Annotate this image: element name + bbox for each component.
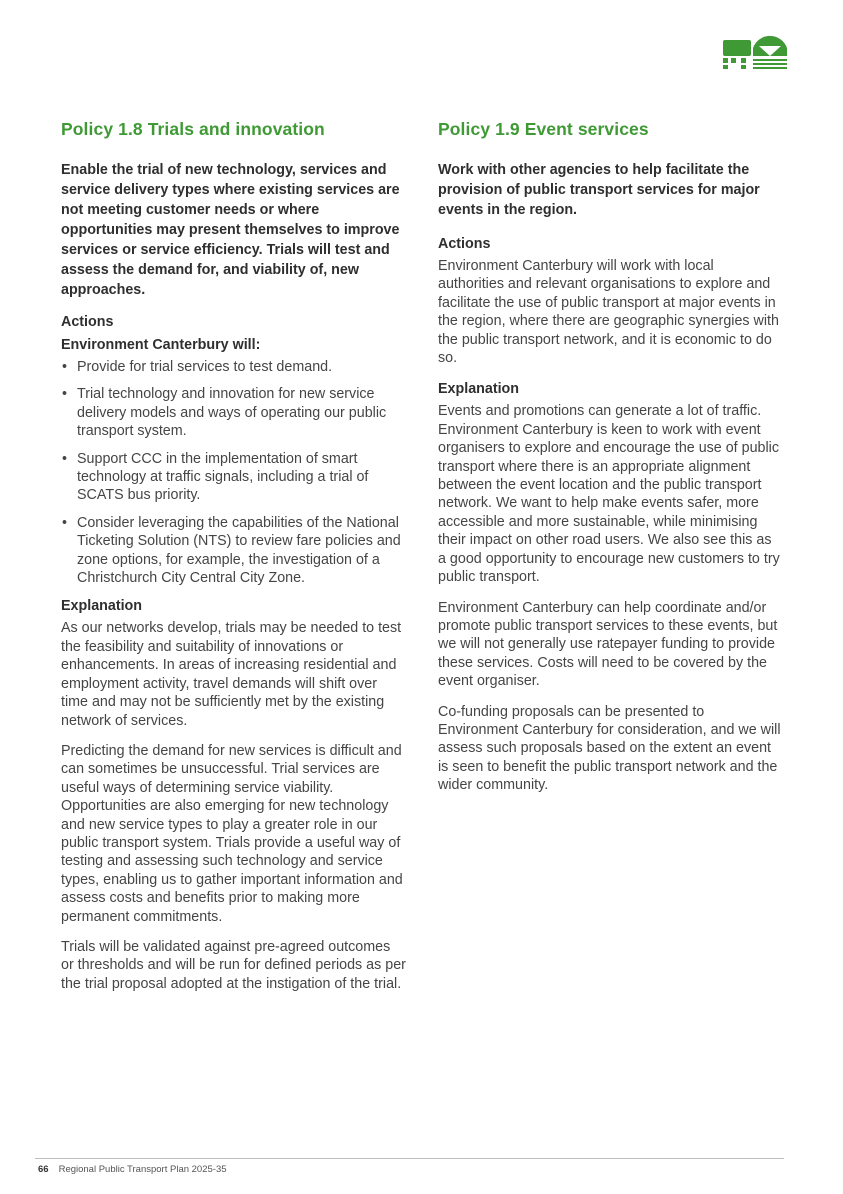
policy-1-9-paragraph: Environment Canterbury can help coordinate and/or promote public transport services to these events, but we will not generally use ratepayer funding to provide these services. Costs will need to be covered by the event organiser.	[438, 599, 778, 690]
policy-1-8-lead: Enable the trial of new technology, services and service delivery types where existing services are not meeting customer needs or where opportunities may present themselves to improve services or service efficiency. Trials will test and assess the demand for, and viability of, new approaches.	[61, 162, 400, 298]
document-title: Regional Public Transport Plan 2025-35	[58, 1164, 227, 1175]
list-item: • Provide for trial services to test demand.	[62, 359, 333, 375]
list-item: • Consider leveraging the capabilities of the National Ticketing Solution (NTS) to review fare policies and zone options, for example, the investigation of a Christchurch City Central City Zone.	[62, 514, 401, 587]
left-column	[61, 118, 406, 1005]
page-number: 66	[38, 1164, 49, 1175]
bullet-icon: •	[62, 359, 68, 375]
policy-1-8-actions-heading: Actions	[61, 314, 114, 330]
right-column	[438, 118, 783, 807]
policy-1-8-paragraph: As our networks develop, trials may be needed to test the feasibility and suitability of innovations or enhancements. In areas of increasing residential and employment activity, travel demands will shift over time and may not be sufficiently met by the existing network of services.	[61, 620, 402, 729]
page-footer	[38, 1164, 227, 1175]
list-item: • Trial technology and innovation for new service delivery models and ways of operating our public transport system.	[62, 386, 387, 440]
policy-1-9-lead: Work with other agencies to help facilitate the provision of public transport services for major events in the region.	[438, 162, 760, 218]
bus-stop-logo-icon	[721, 26, 789, 70]
policy-1-8-actions-intro: Environment Canterbury will:	[61, 337, 261, 353]
policy-1-9-heading: Policy 1.9 Event services	[438, 119, 649, 139]
bullet-icon: •	[62, 386, 68, 403]
policy-1-8-actions-list	[61, 358, 406, 587]
footer-divider	[35, 1158, 784, 1159]
policy-1-8-paragraph: Predicting the demand for new services is difficult and can sometimes be unsuccessful. Trial services are useful ways of determining service viability. Opportunities are also emerging for new technology and new service types to play a greater role in our public transport system. Trials provide a useful way of testing and assessing such technology and service types, enabling us to gather important information and assess costs and benefits prior to making more permanent commitments.	[61, 742, 403, 925]
bullet-icon: •	[62, 450, 68, 467]
policy-1-8-paragraph: Trials will be validated against pre-agreed outcomes or thresholds and will be run for defined periods as per the trial proposal adopted at the instigation of the trial.	[61, 938, 406, 992]
bullet-icon: •	[62, 514, 68, 531]
policy-1-9-actions-heading: Actions	[438, 236, 491, 252]
policy-1-8-heading: Policy 1.8 Trials and innovation	[61, 119, 325, 139]
policy-1-9-paragraph: Events and promotions can generate a lot of traffic. Environment Canterbury is keen to work with event organisers to explore and encourage the use of public transport where there is an appropriate alignment between the event location and the public transport network. We want to help make events safer, more accessible and more sustainable, while minimising their impact on other road users. We also see this as a good opportunity to encourage new customers to try public transport.	[438, 403, 780, 586]
policy-1-9-paragraph: Co-funding proposals can be presented to Environment Canterbury for consideration, and we will assess such proposals based on the extent an event is seen to benefit the public transport network and the wider community.	[438, 703, 781, 794]
policy-1-9-actions-text: Environment Canterbury will work with local authorities and relevant organisations to explore and facilitate the use of public transport at major events in the region, where there are geographic synergies with the public transport network, and it is economic to do so.	[438, 258, 779, 367]
policy-1-8-explanation-heading: Explanation	[61, 598, 143, 615]
policy-1-9-explanation-heading: Explanation	[438, 381, 520, 398]
list-item: • Support CCC in the implementation of smart technology at traffic signals, including a trial of SCATS bus priority.	[62, 450, 369, 504]
